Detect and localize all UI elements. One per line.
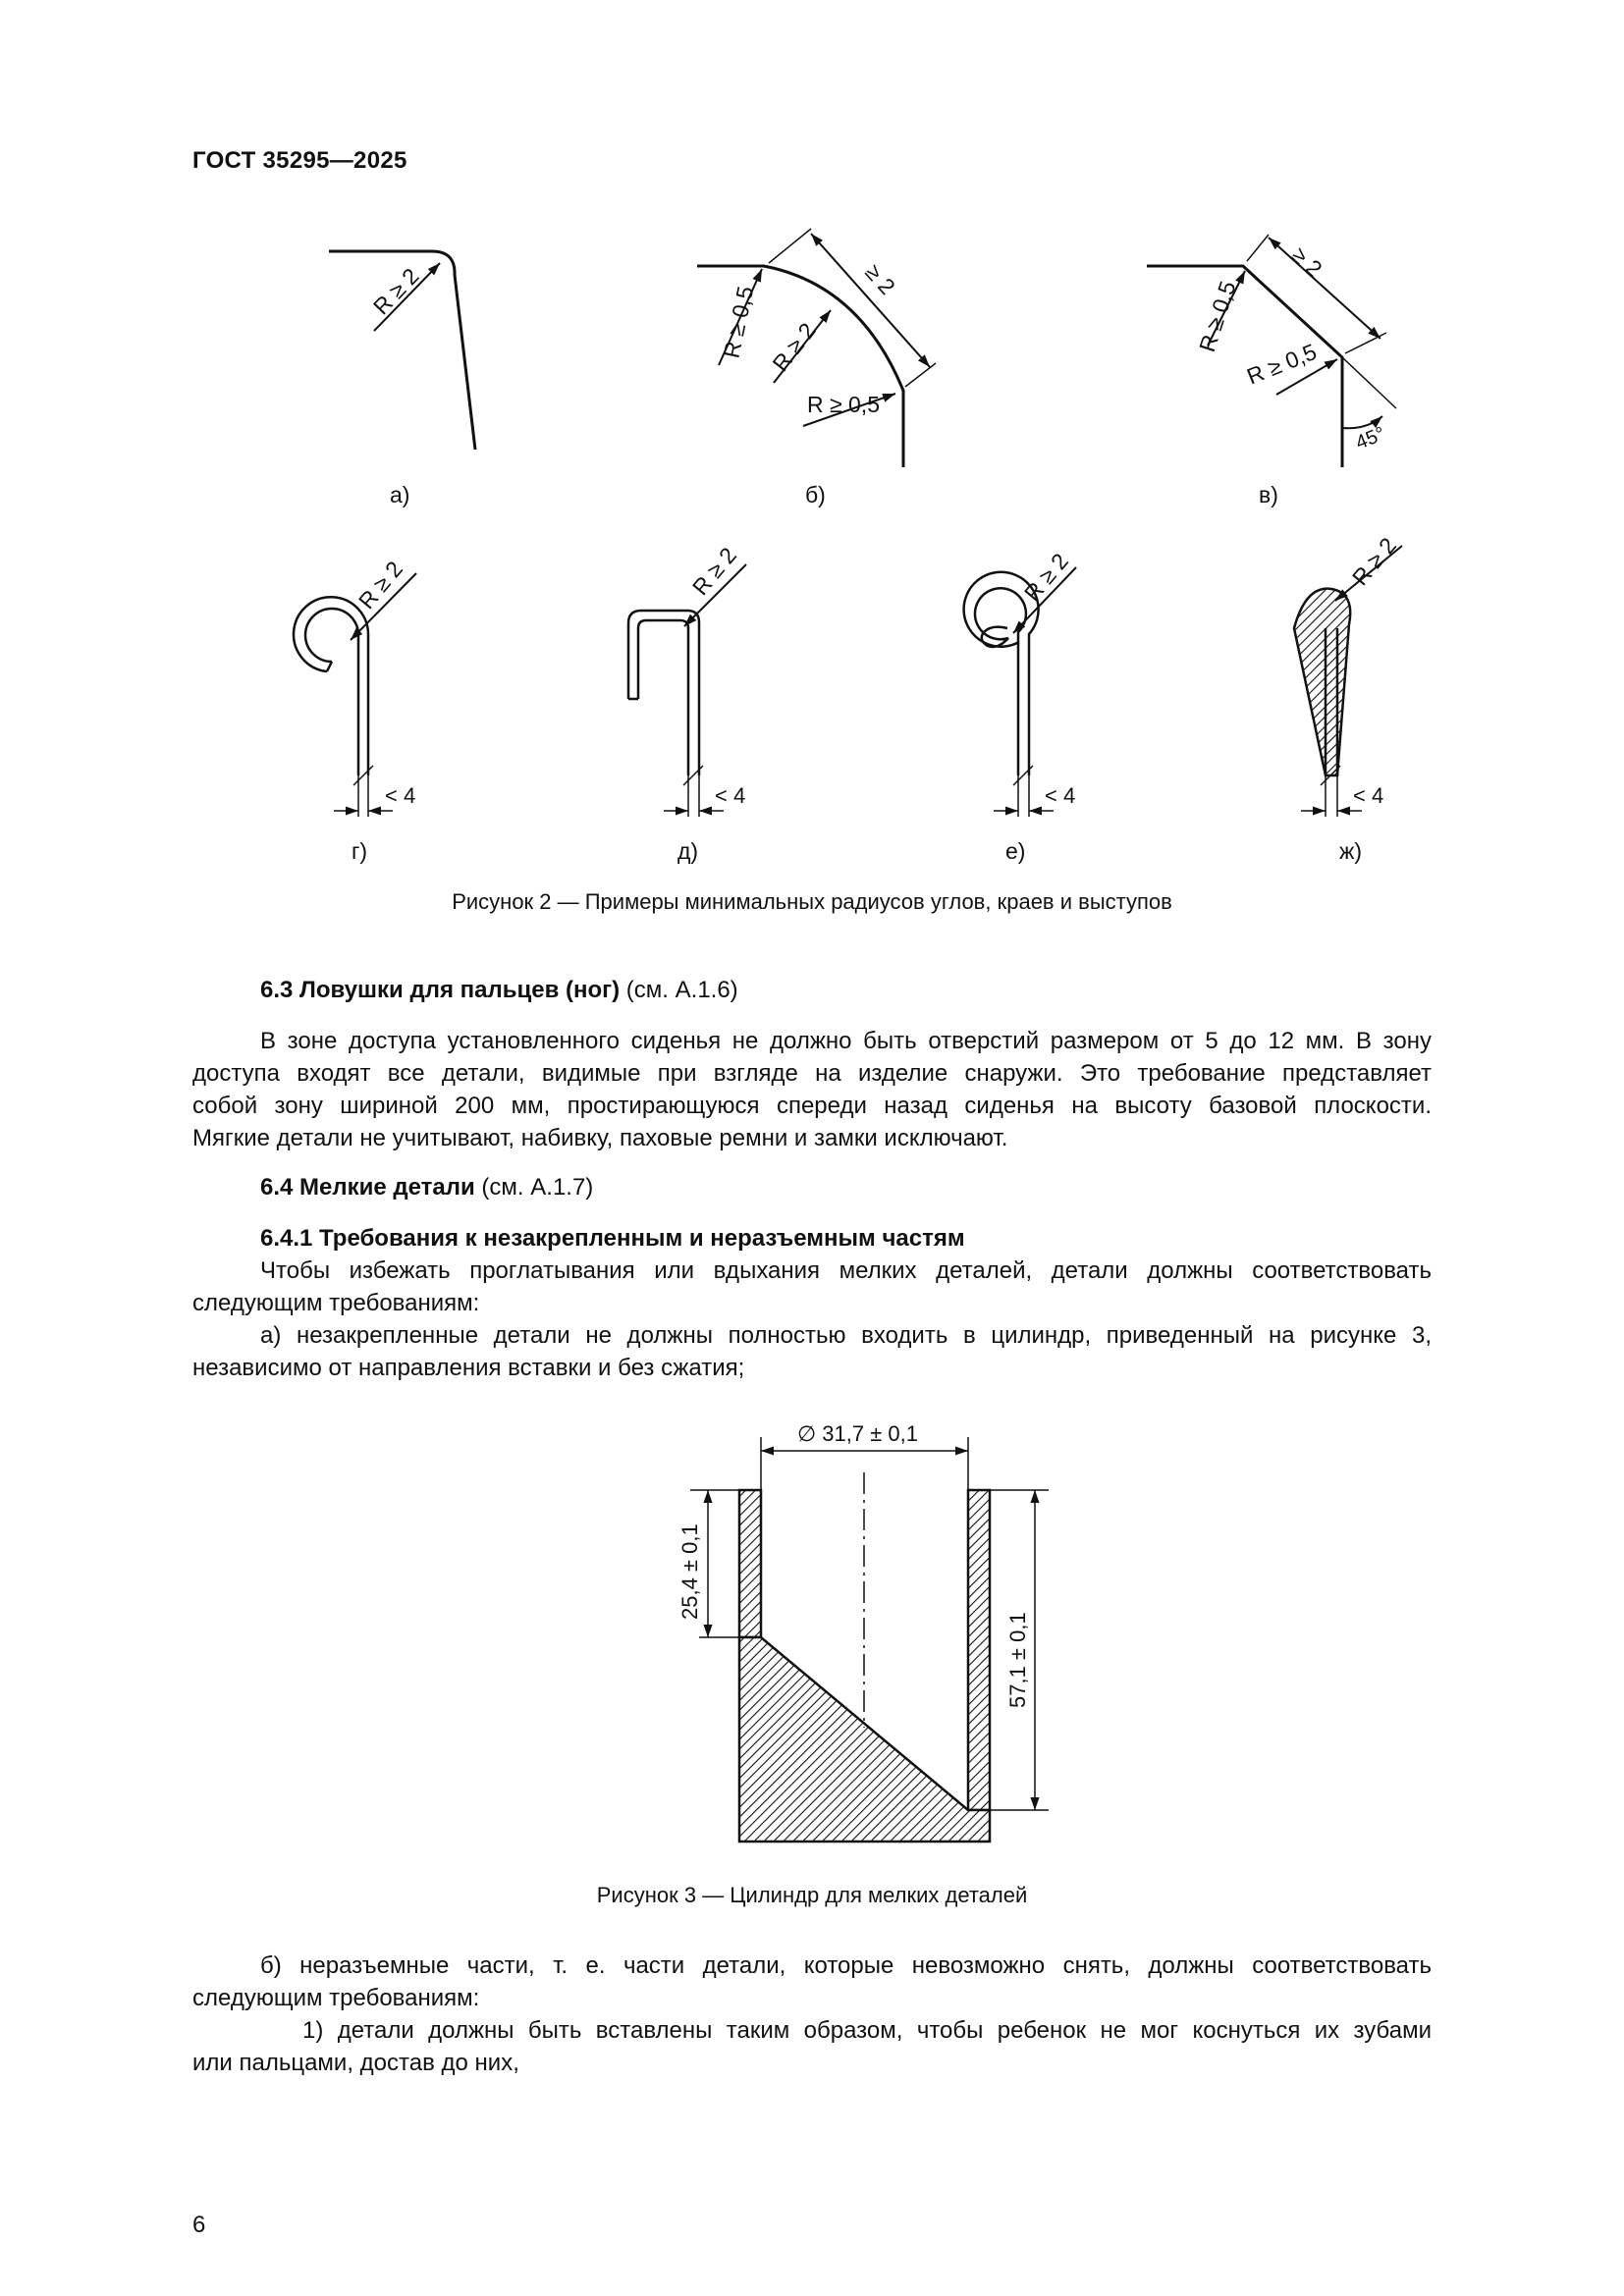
fig2-d-radius-label: R ≥ 2 bbox=[686, 542, 742, 601]
section-6-3-heading bbox=[260, 977, 738, 1004]
page-number: 6 bbox=[192, 2212, 206, 2238]
fig2-d-panel-label: д) bbox=[677, 838, 699, 864]
paragraph-line bbox=[192, 1319, 1432, 1352]
paragraph-line: независимо от направления вставки и без сжатия; bbox=[192, 1355, 745, 1381]
fig2-v-length-label: ≥ 2 bbox=[1286, 241, 1327, 283]
document-header: ГОСТ 35295—2025 bbox=[192, 147, 407, 174]
fig2-v-r05-label-top: R ≥ 0,5 bbox=[1194, 278, 1241, 355]
figure-2-caption: Рисунок 2 — Примеры минимальных радиусов углов, краев и выступов bbox=[452, 889, 1172, 914]
fig3-depth-long-label: 57,1 ± 0,1 bbox=[1005, 1612, 1030, 1708]
paragraph-line bbox=[192, 2014, 1432, 2047]
paragraph-line: или пальцами, достав до них, bbox=[192, 2050, 519, 2076]
fig2-b-r2-label: R ≥ 2 bbox=[767, 317, 821, 377]
section-6-3-title: 6.3 Ловушки для пальцев (ног) bbox=[260, 977, 621, 1003]
fig2-b-length-label: ≥ 2 bbox=[860, 258, 900, 299]
fig2-panel-d bbox=[628, 564, 746, 817]
fig2-d-gap-label: < 4 bbox=[715, 783, 746, 808]
section-6-4-heading bbox=[260, 1174, 593, 1201]
figure-3-caption: Рисунок 3 — Цилиндр для мелких деталей bbox=[596, 1883, 1028, 1907]
fig2-zh-radius-label: R ≥ 2 bbox=[1346, 532, 1402, 591]
line-text: 1) детали должны быть вставлены таким образом, чтобы ребенок не мог коснуться их зубами bbox=[302, 2017, 1432, 2044]
fig2-b-r05-label-bottom: R ≥ 0,5 bbox=[807, 392, 880, 417]
paragraph-line bbox=[192, 1949, 1432, 1982]
line-text: а) незакрепленные детали не должны полностью входить в цилиндр, приведенный на рисунке 3, bbox=[260, 1322, 1432, 1349]
fig3-cylinder bbox=[690, 1437, 1049, 1842]
fig2-a-panel-label: а) bbox=[390, 482, 410, 507]
fig3-diameter-label: ∅ 31,7 ± 0,1 bbox=[797, 1421, 918, 1446]
section-6-3-paragraph bbox=[192, 1025, 1432, 1154]
fig2-e-radius-label: R ≥ 2 bbox=[1018, 548, 1074, 607]
section-6-4-title: 6.4 Мелкие детали bbox=[260, 1174, 475, 1201]
item-a-paragraph bbox=[192, 1319, 1432, 1384]
fig2-e-panel-label: е) bbox=[1005, 838, 1026, 864]
paragraph-line: следующим требованиям: bbox=[192, 1985, 480, 2011]
fig2-v-panel-label: в) bbox=[1259, 482, 1278, 507]
section-6-4-1-heading bbox=[260, 1225, 965, 1253]
line-text: б) неразъемные части, т. е. части детали, которые невозможно снять, должны соответствовать bbox=[260, 1952, 1432, 1979]
item-b-paragraph bbox=[192, 1949, 1432, 2014]
line-text: Чтобы избежать проглатывания или вдыхания мелких деталей, детали должны соответствовать bbox=[260, 1257, 1432, 1284]
paragraph-line bbox=[192, 1025, 1432, 1057]
section-6-3-ref: (см. А.1.6) bbox=[620, 977, 738, 1003]
fig2-g-panel-label: г) bbox=[352, 838, 368, 864]
fig2-v-angle-label: 45° bbox=[1352, 422, 1388, 454]
fig2-a-radius-label: R ≥ 2 bbox=[367, 262, 424, 320]
section-6-4-1-intro bbox=[192, 1255, 1432, 1319]
paragraph-line: собой зону шириной 200 мм, простирающуюся спереди назад сиденья на высоту базовой плоскости. bbox=[192, 1093, 1432, 1119]
fig2-e-gap-label: < 4 bbox=[1045, 783, 1076, 808]
fig2-b-panel-label: б) bbox=[805, 482, 826, 507]
line-text: В зоне доступа установленного сиденья не должно быть отверстий размером от 5 до 12 мм. В зону bbox=[260, 1028, 1432, 1054]
fig2-b-r05-label-top: R ≥ 0,5 bbox=[718, 284, 759, 361]
fig2-panel-e bbox=[964, 567, 1076, 817]
paragraph-line bbox=[192, 1255, 1432, 1287]
section-6-4-ref: (см. А.1.7) bbox=[474, 1174, 594, 1201]
fig2-panel-zh bbox=[1294, 546, 1402, 817]
fig2-zh-gap-label: < 4 bbox=[1353, 783, 1384, 808]
paragraph-line: следующим требованиям: bbox=[192, 1290, 480, 1316]
section-6-4-1-title: 6.4.1 Требования к незакрепленным и неразъемным частям bbox=[260, 1225, 965, 1252]
fig2-panel-g bbox=[294, 573, 416, 817]
fig2-g-radius-label: R ≥ 2 bbox=[352, 556, 408, 614]
paragraph-line: Мягкие детали не учитывают, набивку, паховые ремни и замки исключают. bbox=[192, 1125, 1008, 1151]
fig2-g-gap-label: < 4 bbox=[385, 783, 416, 808]
paragraph-line: доступа входят все детали, видимые при взгляде на изделие снаружи. Это требование представляет bbox=[192, 1060, 1432, 1087]
fig2-zh-panel-label: ж) bbox=[1339, 838, 1363, 864]
fig3-depth-short-label: 25,4 ± 0,1 bbox=[677, 1523, 702, 1620]
item-b-sub1-paragraph bbox=[192, 2014, 1432, 2079]
fig2-v-r05-label-right: R ≥ 0,5 bbox=[1243, 338, 1321, 390]
